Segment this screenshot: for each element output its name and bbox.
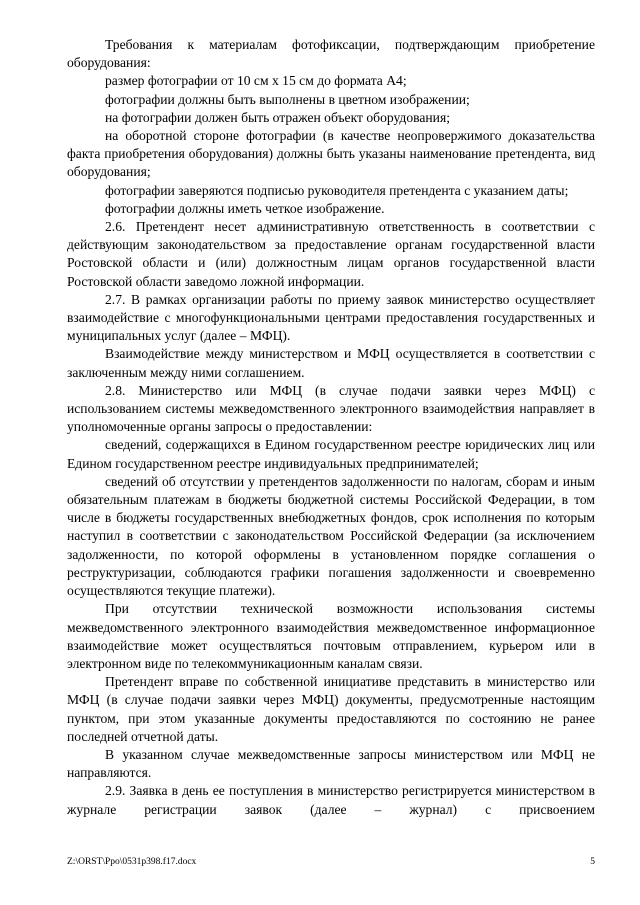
page-footer xyxy=(67,857,595,867)
paragraph: фотографии должны быть выполнены в цветном изображении; xyxy=(105,91,470,107)
paragraph: фотографии должны иметь четкое изображение. xyxy=(105,200,385,216)
paragraph: Взаимодействие между министерством и МФЦ осуществляется в соответствии с заключенным между ними соглашением. xyxy=(67,346,595,380)
paragraph: размер фотографии от 10 см х 15 см до формата А4; xyxy=(105,73,407,89)
paragraph: В указанном случае межведомственные запросы министерством или МФЦ не направляются. xyxy=(67,746,595,781)
paragraph: 2.9. Заявка в день ее поступления в министерство регистрируется министерством в журнале регистрации заявок (далее – журнал) с присвоением xyxy=(67,783,595,817)
paragraph: Требования к материалам фотофиксации, подтверждающим приобретение оборудования: xyxy=(67,37,595,71)
paragraph: 2.6. Претендент несет административную ответственность в соответствии с действующим законодательством за предоставление органам государственной власти Ростовской области и (или) должностным лицам органов государственной власти Ростовской области заведомо ложной информации. xyxy=(67,219,595,289)
paragraph: 2.8. Министерство или МФЦ (в случае подачи заявки через МФЦ) с использованием системы межведомственного электронного взаимодействия направляет в уполномоченные органы запросы о предоставлении: xyxy=(67,382,595,435)
paragraph: сведений об отсутствии у претендентов задолженности по налогам, сборам и иным обязательным платежам в бюджеты бюджетной системы Российской Федерации, в том числе в бюджеты государственных внебюджетных фондов, срок исполнения по которым наступил в соответствии с законодательством Российской Федерации (за исключением задолженности, по которой оформлены в установленном порядке соглашения о реструктуризации, соблюдаются графики погашения задолженности и своевременно осуществляются текущие платежи). xyxy=(67,473,595,599)
paragraph: на фотографии должен быть отражен объект оборудования; xyxy=(105,109,450,125)
paragraph: При отсутствии технической возможности использования системы межведомственного электронного взаимодействия межведомственное информационное взаимодействие может осуществляться почтовым отправлением, курьером или в электронном виде по телекоммуникационным каналам связи. xyxy=(67,601,595,671)
paragraph: 2.7. В рамках организации работы по приему заявок министерство осуществляет взаимодействие с многофункциональными центрами предоставления государственных и муниципальных услуг (далее – МФЦ). xyxy=(67,291,595,344)
document-page xyxy=(67,36,595,819)
paragraph: фотографии заверяются подписью руководителя претендента с указанием даты; xyxy=(105,182,569,198)
paragraph: сведений, содержащихся в Едином государственном реестре юридических лиц или Едином государственном реестре индивидуальных предпринимателей; xyxy=(67,437,595,471)
page-number: 5 xyxy=(590,857,595,867)
paragraph: Претендент вправе по собственной инициативе представить в министерство или МФЦ (в случае подачи заявки через МФЦ) документы, предусмотренные настоящим пунктом, при этом указанные документы предоставляются по состоянию не ранее последней отчетной даты. xyxy=(67,674,595,744)
paragraph: на оборотной стороне фотографии (в качестве неопровержимого доказательства факта приобретения оборудования) должны быть указаны наименование претендента, вид оборудования; xyxy=(67,128,595,180)
file-path: Z:\ORST\Ppo\0531p398.f17.docx xyxy=(67,857,197,867)
